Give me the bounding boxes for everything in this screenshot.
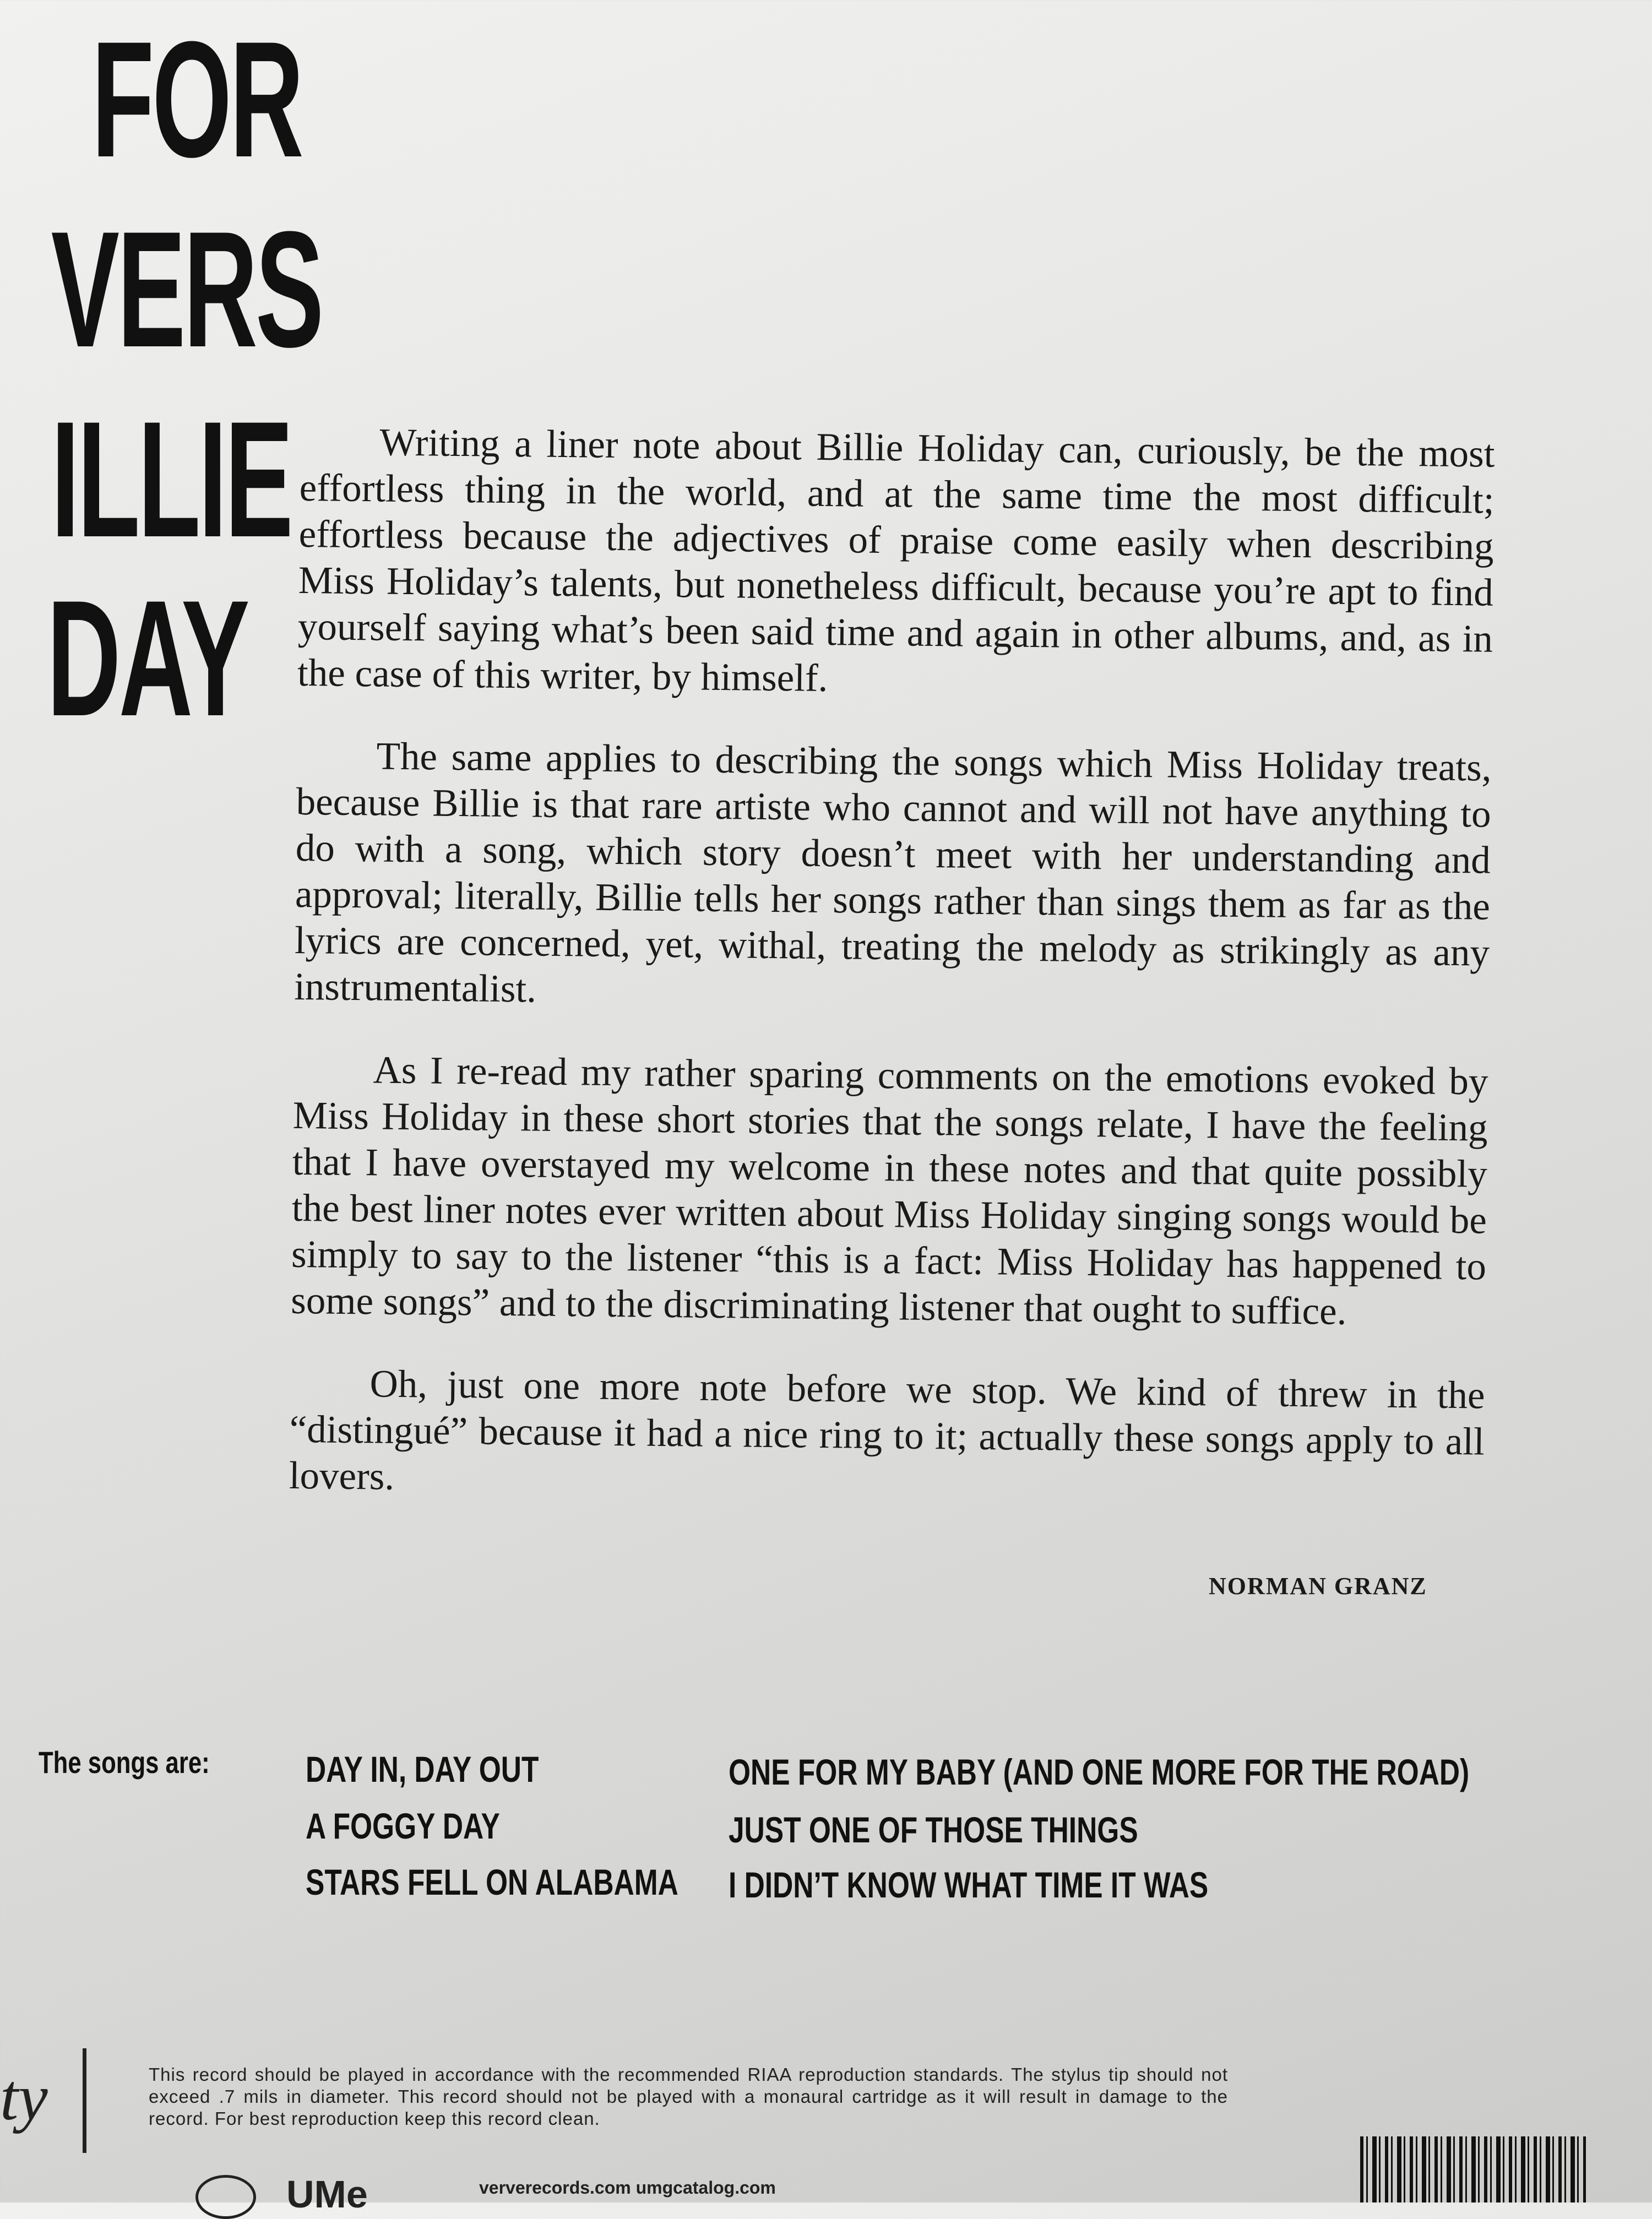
liner-notes-paragraph-4: Oh, just one more note before we stop. We kind of threw in the “distingué” because it had a nice ring to it; actually these songs apply to all lovers. <box>289 1362 1485 1498</box>
cover-title-line-2: VERS <box>51 197 322 382</box>
song-right-3: I DIDN’T KNOW WHAT TIME IT WAS <box>729 1864 1209 1905</box>
song-right-2: JUST ONE OF THOSE THINGS <box>729 1809 1138 1850</box>
liner-notes-paragraph-1: Writing a liner note about Billie Holiday can, curiously, be the most effortless thing in the world, and at the same time the most difficult; effortless because the adjectives of praise come easily when describing Miss Holiday’s talents, but nonetheless difficult, because you’re apt to find yourself saying what’s been said time and again in other albums, and, as in the case of this writer, by himself. <box>297 421 1495 700</box>
song-left-3: STARS FELL ON ALABAMA <box>306 1862 678 1902</box>
liner-notes-author: NORMAN GRANZ <box>1209 1573 1427 1600</box>
song-left-1: DAY IN, DAY OUT <box>306 1749 539 1790</box>
website-urls: ververecords.com umgcatalog.com <box>479 2178 776 2198</box>
riaa-disclaimer: This record should be played in accordance with the recommended RIAA reproduction standards. The stylus tip should not exceed .7 mils in diameter. This record should not be played with a monaural cartridge as it will result in damage to the record. For best reproduction keep this record clean. <box>149 2064 1228 2129</box>
songs-label: The songs are: <box>39 1745 210 1780</box>
liner-notes <box>289 418 1495 1548</box>
verve-logo-fragment: ty <box>0 2060 48 2134</box>
verve-logo-icon <box>195 2175 256 2219</box>
song-right-1: ONE FOR MY BABY (AND ONE MORE FOR THE ROAD) <box>729 1752 1470 1792</box>
song-left-2: A FOGGY DAY <box>306 1805 500 1846</box>
cover-title-line-4: DAY <box>47 565 248 750</box>
liner-notes-paragraph-2: The same applies to describing the songs which Miss Holiday treats, because Billie is that rare artiste who cannot and will not have anything to do with a song, which story doesn’t meet with her understanding and approval; literally, Billie tells her songs rather than sings them as far as the lyrics are concerned, yet, withal, treating the melody as strikingly as any instrumentalist. <box>294 735 1492 1011</box>
ume-logo: UMe <box>286 2173 368 2216</box>
cover-title-line-1: FOR <box>91 7 302 192</box>
liner-notes-paragraph-3: As I re-read my rather sparing comments on the emotions evoked by Miss Holiday in these short stories that the songs relate, I have the feeling that I have overstayed my welcome in these notes and that quite possibly the best liner notes ever written about Miss Holiday singing songs would be simply to say to the listener “this is a fact: Miss Holiday has happened to some songs” and to the discriminating listener that ought to suffice. <box>290 1048 1488 1333</box>
cover-title-line-3: ILLIE <box>51 387 291 572</box>
footer-divider <box>83 2048 86 2153</box>
barcode-icon <box>1360 2136 1586 2202</box>
